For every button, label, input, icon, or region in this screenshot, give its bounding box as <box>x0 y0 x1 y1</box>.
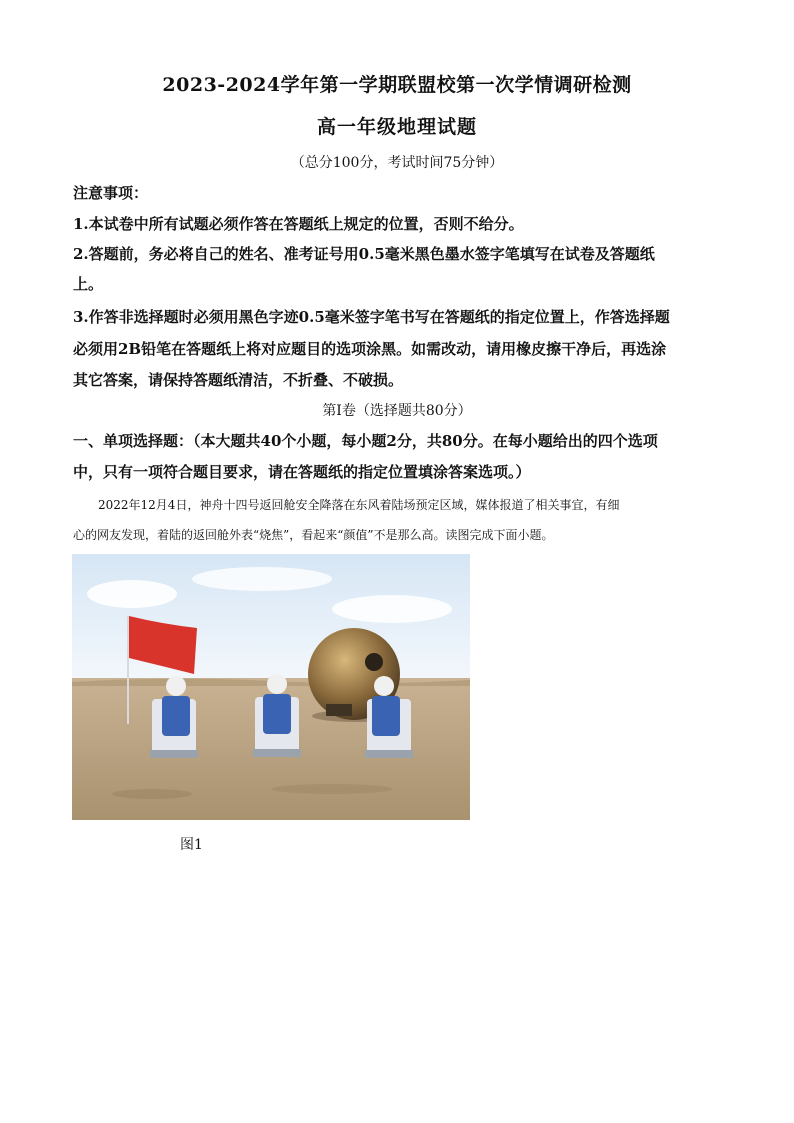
notice-item: 2.答题前，务必将自己的姓名、准考证号用0.5毫米黑色墨水签字笔填写在试卷及答题纸 <box>73 245 655 263</box>
notice-item: 1.本试卷中所有试题必须作答在答题纸上规定的位置，否则不给分。 <box>73 215 524 233</box>
exam-title: 2023-2024学年第一学期联盟校第一次学情调研检测 <box>162 74 632 96</box>
notice-item: 上。 <box>73 275 104 293</box>
passage-line: 2022年12月4日，神舟十四号返回舱安全降落在东风着陆场预定区域，媒体报道了相关事宜，有细 <box>98 498 620 512</box>
passage-line: 心的网友发现，着陆的返回舱外表“烧焦”，看起来“颜值”不是那么高。读图完成下面小题。 <box>73 528 554 542</box>
section-title: 第Ⅰ卷（选择题共80分） <box>322 403 472 419</box>
exam-meta: （总分100分，考试时间75分钟） <box>290 155 504 171</box>
figure-caption: 图1 <box>180 837 203 853</box>
notice-item: 必须用2B铅笔在答题纸上将对应题目的选项涂黑。如需改动，请用橡皮擦干净后，再选涂 <box>73 340 667 358</box>
exam-subtitle: 高一年级地理试题 <box>316 116 477 138</box>
notice-item: 其它答案，请保持答题纸清洁，不折叠、不破损。 <box>73 371 404 389</box>
part-instruction: 一、单项选择题：（本大题共40个小题，每小题2分，共80分。在每小题给出的四个选项 <box>73 432 658 450</box>
landing-photo <box>72 554 470 820</box>
notice-item: 3.作答非选择题时必须用黑色字迹0.5毫米签字笔书写在答题纸的指定位置上，作答选择题 <box>73 308 670 326</box>
part-instruction: 中，只有一项符合题目要求，请在答题纸的指定位置填涂答案选项。） <box>73 463 531 481</box>
notice-heading: 注意事项： <box>73 184 149 202</box>
